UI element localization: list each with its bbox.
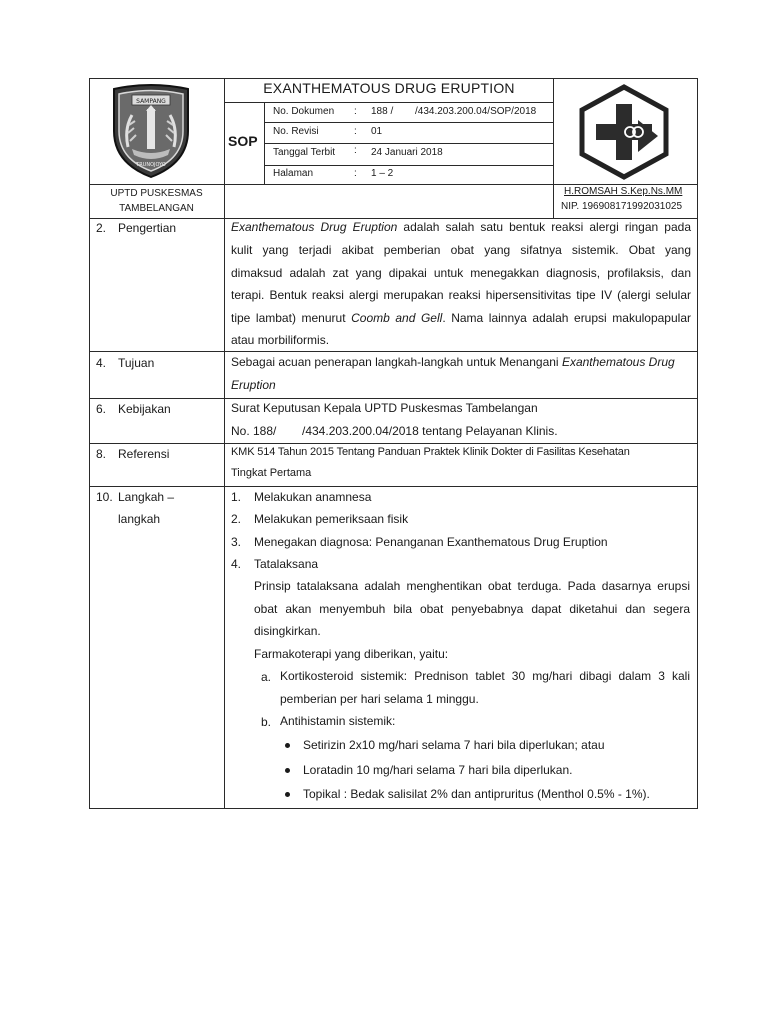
meta-label-tanggal-terbit: Tanggal Terbit	[273, 147, 336, 158]
svg-text:TRUNOJOYO: TRUNOJOYO	[136, 162, 166, 168]
pengertian-line-6: atau morbiliformis.	[231, 333, 330, 347]
step-number: 4.	[231, 557, 242, 571]
pengertian-line-4: terapi. Bentuk reaksi alergi merupakan reaksi hipersensitivitas tipe IV (alergi selular	[231, 288, 691, 302]
antihistamin-heading: Antihistamin sistemik:	[280, 714, 396, 728]
referensi-line-1: KMK 514 Tahun 2015 Tentang Panduan Praktek Klinik Dokter di Fasilitas Kesehatan	[231, 446, 630, 458]
border-top	[89, 78, 698, 79]
bullet-icon	[285, 792, 290, 797]
prinsip-line-3: disingkirkan.	[254, 624, 321, 638]
kebijakan-line-2b: /434.203.200.04/2018 tentang Pelayanan Klinis.	[302, 424, 558, 438]
pengertian-line-1: Exanthematous Drug Eruption adalah salah satu bentuk reaksi alergi ringan pada	[231, 220, 691, 234]
meta-colon: :	[354, 106, 357, 117]
step-number: 2.	[231, 512, 242, 526]
border-meta-row3	[264, 165, 554, 166]
meta-value-no-dokumen-a: 188 /	[371, 106, 394, 117]
border-meta-row1	[264, 122, 554, 123]
meta-value-tanggal-terbit: 24 Januari 2018	[371, 147, 443, 158]
meta-colon: :	[354, 126, 357, 137]
section-number-kebijakan: 6.	[96, 402, 107, 416]
tujuan-line-1: Sebagai acuan penerapan langkah-langkah untuk Menangani Exanthematous Drug	[231, 355, 675, 369]
section-number-referensi: 8.	[96, 447, 107, 461]
svg-text:SAMPANG: SAMPANG	[136, 98, 166, 105]
meta-value-no-dokumen-b: /434.203.200.04/SOP/2018	[415, 106, 537, 117]
bullet-icon	[285, 768, 290, 773]
sub-item-marker-b: b.	[261, 715, 272, 729]
border-bottom	[89, 808, 698, 809]
regency-logo	[110, 83, 192, 179]
step-text: Menegakan diagnosa: Penanganan Exanthematous Drug Eruption	[254, 535, 608, 549]
step-text: Melakukan anamnesa	[254, 490, 372, 504]
section-label-pengertian: Pengertian	[118, 221, 177, 235]
bullet-icon	[285, 743, 290, 748]
document-title: EXANTHEMATOUS DRUG ERUPTION	[263, 80, 515, 96]
border-title-bottom	[224, 102, 554, 103]
section-label-tujuan: Tujuan	[118, 356, 155, 370]
meta-colon: :	[354, 145, 357, 156]
section-number-langkah: 10.	[96, 490, 113, 504]
org-name-line2: TAMBELANGAN	[119, 203, 194, 214]
sub-item-marker-a: a.	[261, 670, 272, 684]
meta-colon: :	[354, 168, 357, 179]
meta-value-no-revisi: 01	[371, 126, 383, 137]
kebijakan-line-1: Surat Keputusan Kepala UPTD Puskesmas Tambelangan	[231, 401, 538, 415]
meta-label-no-revisi: No. Revisi	[273, 126, 319, 137]
signer-name: H.ROMSAH S.Kep.Ns.MM	[564, 186, 683, 197]
kortikosteroid-line-2: pemberian per hari selama 1 minggu.	[280, 692, 479, 706]
pengertian-line-2: kulit yang terjadi akibat pemberian obat yang sifatnya sistemik. Obat yang	[231, 243, 691, 257]
border-emblem-left	[553, 78, 554, 219]
shield-emblem-icon	[110, 83, 192, 179]
section-label-kebijakan: Kebijakan	[118, 402, 171, 416]
border-row-referensi	[89, 486, 698, 487]
step-text: Tatalaksana	[254, 557, 319, 571]
bullet-loratadin: Loratadin 10 mg/hari selama 7 hari bila diperlukan.	[303, 763, 573, 777]
meta-value-halaman: 1 – 2	[371, 168, 394, 179]
meta-label-no-dokumen: No. Dokumen	[273, 106, 335, 117]
org-name-line1: UPTD PUSKESMAS	[110, 188, 203, 199]
section-label-referensi: Referensi	[118, 447, 170, 461]
bullet-setirizin: Setirizin 2x10 mg/hari selama 7 hari bila diperlukan; atau	[303, 738, 605, 752]
step-text: Melakukan pemeriksaan fisik	[254, 512, 409, 526]
puskesmas-logo	[578, 84, 670, 180]
tujuan-line-2: Eruption	[231, 378, 276, 392]
bullet-topikal: Topikal : Bedak salisilat 2% dan antipruritus (Menthol 0.5% - 1%).	[303, 787, 650, 801]
prinsip-line-1: Prinsip tatalaksana adalah menghentikan obat terduga. Pada dasarnya erupsi	[254, 579, 690, 593]
prinsip-line-2: obat akan menyembuh bila obat penyebabnya dapat diketahui dan segera	[254, 602, 690, 616]
pengertian-line-5: tipe lambat) menurut Coomb and Gell. Nama lainnya adalah erupsi makulopapular	[231, 311, 691, 325]
section-label-langkah-2: langkah	[118, 512, 161, 526]
border-logo-right	[224, 78, 225, 219]
signer-nip: NIP. 196908171992031025	[561, 201, 683, 212]
sop-label: SOP	[228, 133, 258, 149]
puskesmas-cross-icon	[578, 84, 670, 180]
farmakoterapi-intro: Farmakoterapi yang diberikan, yaitu:	[254, 647, 449, 661]
kortikosteroid-line-1: Kortikosteroid sistemik: Prednison tablet 30 mg/hari dibagi dalam 3 kali	[280, 669, 690, 683]
section-number-pengertian: 2.	[96, 221, 107, 235]
step-number: 1.	[231, 490, 242, 504]
section-number-tujuan: 4.	[96, 356, 107, 370]
meta-label-halaman: Halaman	[273, 168, 314, 179]
border-row-kebijakan	[89, 443, 698, 444]
pengertian-line-3: dimaksud adalah zat yang dipakai untuk menegakkan diagnosis, profilaksis, dan	[231, 266, 691, 280]
border-header-bottom	[89, 184, 698, 185]
border-label-col	[224, 218, 225, 809]
border-meta-row2	[264, 143, 554, 144]
section-label-langkah-1: Langkah –	[118, 490, 175, 504]
kebijakan-line-2a: No. 188/	[231, 424, 277, 438]
step-number: 3.	[231, 535, 242, 549]
referensi-line-2: Tingkat Pertama	[231, 467, 312, 479]
